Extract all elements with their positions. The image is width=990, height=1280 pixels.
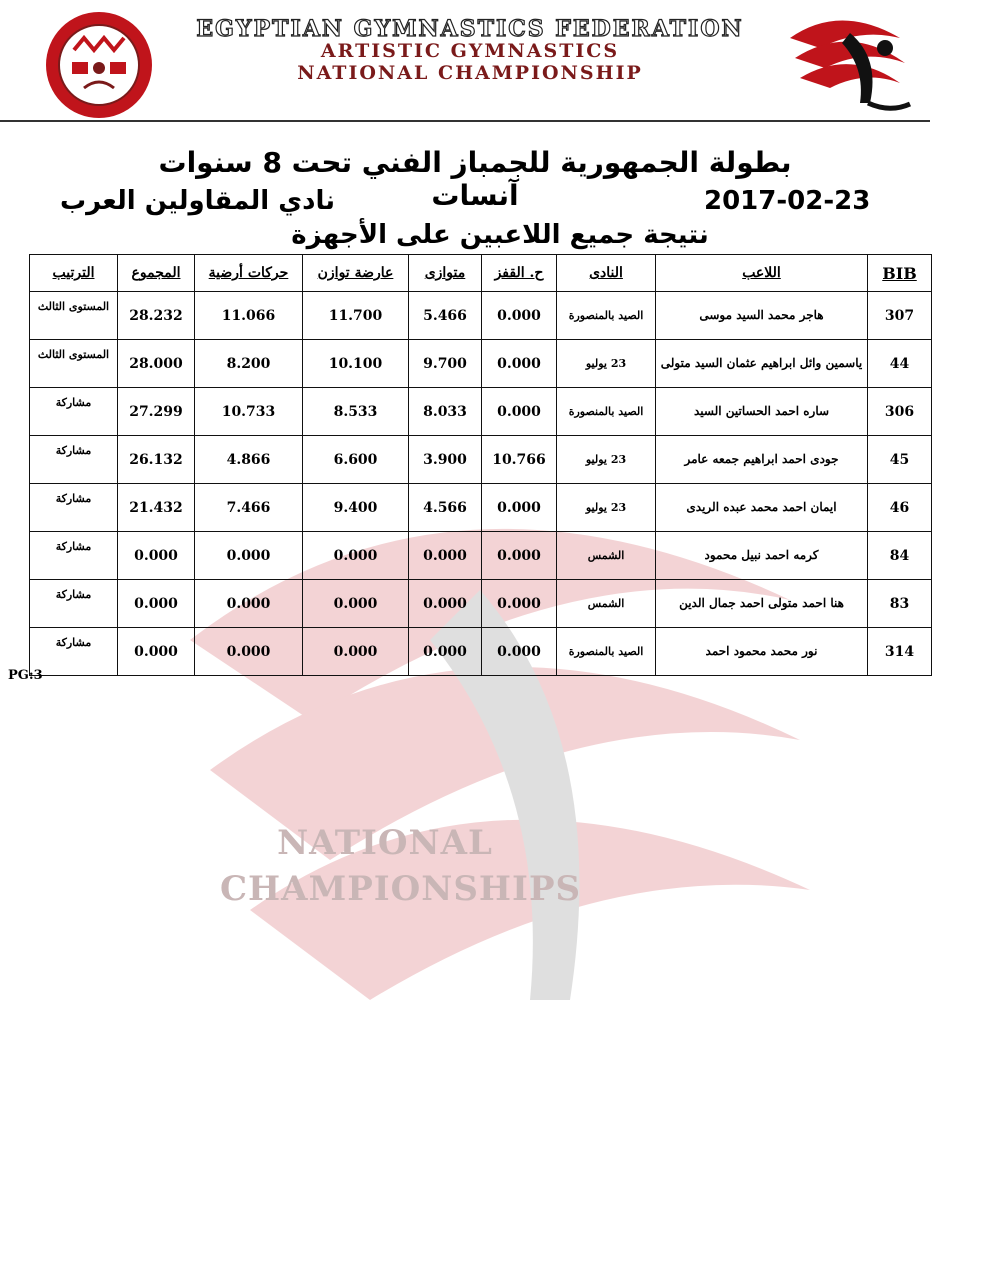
cell-vault: 0.000	[482, 484, 557, 532]
cell-beam: 8.533	[303, 388, 409, 436]
cell-floor: 10.733	[195, 388, 303, 436]
cell-bars: 0.000	[409, 580, 482, 628]
cell-vault: 0.000	[482, 388, 557, 436]
cell-player: ساره احمد الحساتين السيد	[656, 388, 868, 436]
table-header-row	[30, 255, 932, 292]
cell-rank: مشاركة	[30, 628, 118, 676]
table-row	[30, 388, 932, 436]
cell-floor: 7.466	[195, 484, 303, 532]
cell-player: ياسمين وائل ابراهيم عثمان السيد متولى	[656, 340, 868, 388]
cell-floor: 0.000	[195, 532, 303, 580]
table-row	[30, 340, 932, 388]
cell-club: الشمس	[557, 580, 656, 628]
watermark-line2: CHAMPIONSHIPS	[220, 869, 582, 909]
cell-total: 28.232	[118, 292, 195, 340]
results-table	[29, 254, 932, 676]
cell-player: جودى احمد ابراهيم جمعه عامر	[656, 436, 868, 484]
header-player: اللاعب	[656, 255, 868, 292]
cell-total: 0.000	[118, 580, 195, 628]
header-federation-name: EGYPTIAN GYMNASTICS FEDERATION	[196, 16, 744, 42]
cell-club: الصيد بالمنصورة	[557, 292, 656, 340]
table-row	[30, 436, 932, 484]
cell-vault: 0.000	[482, 292, 557, 340]
cell-beam: 0.000	[303, 532, 409, 580]
cell-floor: 8.200	[195, 340, 303, 388]
header-divider	[0, 120, 930, 122]
cell-beam: 0.000	[303, 580, 409, 628]
cell-player: هنا احمد متولى احمد جمال الدين	[656, 580, 868, 628]
results-subtitle: نتيجة جميع اللاعبين على الأجهزة	[291, 220, 709, 250]
cell-club: 23 يوليو	[557, 436, 656, 484]
cell-floor: 11.066	[195, 292, 303, 340]
cell-bars: 0.000	[409, 532, 482, 580]
cell-bib: 46	[868, 484, 932, 532]
cell-bars: 8.033	[409, 388, 482, 436]
cell-floor: 0.000	[195, 628, 303, 676]
host-club: نادي المقاولين العرب	[60, 186, 335, 216]
cell-bars: 5.466	[409, 292, 482, 340]
cell-total: 27.299	[118, 388, 195, 436]
table-row	[30, 292, 932, 340]
cell-total: 0.000	[118, 532, 195, 580]
cell-player: كرمه احمد نبيل محمود	[656, 532, 868, 580]
cell-bib: 84	[868, 532, 932, 580]
header-event: NATIONAL CHAMPIONSHIP	[297, 62, 643, 84]
cell-rank: مشاركة	[30, 532, 118, 580]
cell-beam: 10.100	[303, 340, 409, 388]
cell-bars: 0.000	[409, 628, 482, 676]
cell-total: 26.132	[118, 436, 195, 484]
cell-bib: 314	[868, 628, 932, 676]
table-row	[30, 484, 932, 532]
header-floor: حركات أرضية	[195, 255, 303, 292]
cell-player: هاجر محمد السيد موسى	[656, 292, 868, 340]
cell-rank: مشاركة	[30, 484, 118, 532]
cell-floor: 4.866	[195, 436, 303, 484]
watermark-text	[220, 820, 582, 912]
cell-club: 23 يوليو	[557, 340, 656, 388]
table-row	[30, 580, 932, 628]
cell-bars: 4.566	[409, 484, 482, 532]
cell-floor: 0.000	[195, 580, 303, 628]
cell-beam: 11.700	[303, 292, 409, 340]
header-discipline: ARTISTIC GYMNASTICS	[320, 40, 620, 62]
cell-rank: مشاركة	[30, 436, 118, 484]
cell-rank: مشاركة	[30, 580, 118, 628]
cell-club: 23 يوليو	[557, 484, 656, 532]
cell-bib: 44	[868, 340, 932, 388]
header-beam: عارضة توازن	[303, 255, 409, 292]
championship-title: بطولة الجمهورية للجمباز الفني تحت 8 سنوات آنسات	[158, 146, 792, 212]
cell-total: 21.432	[118, 484, 195, 532]
cell-club: الشمس	[557, 532, 656, 580]
cell-club: الصيد بالمنصورة	[557, 388, 656, 436]
page-number: PG:3	[8, 668, 43, 683]
header-club: النادى	[557, 255, 656, 292]
header-titles	[160, 18, 780, 84]
cell-club: الصيد بالمنصورة	[557, 628, 656, 676]
cell-bars: 9.700	[409, 340, 482, 388]
cell-total: 0.000	[118, 628, 195, 676]
header-bars: متوازى	[409, 255, 482, 292]
header-vault: ح. القفز	[482, 255, 557, 292]
header-total: المجموع	[118, 255, 195, 292]
cell-player: ايمان احمد محمد عبده الريدى	[656, 484, 868, 532]
table-row	[30, 532, 932, 580]
cell-rank: مشاركة	[30, 388, 118, 436]
cell-total: 28.000	[118, 340, 195, 388]
cell-player: نور محمد محمود احمد	[656, 628, 868, 676]
cell-bib: 306	[868, 388, 932, 436]
watermark-line1: NATIONAL	[277, 823, 493, 863]
table-row	[30, 628, 932, 676]
header-rank: الترتيب	[30, 255, 118, 292]
cell-beam: 6.600	[303, 436, 409, 484]
cell-bars: 3.900	[409, 436, 482, 484]
cell-vault: 10.766	[482, 436, 557, 484]
cell-rank: المستوى الثالث	[30, 292, 118, 340]
cell-rank: المستوى الثالث	[30, 340, 118, 388]
federation-logo	[44, 10, 154, 120]
event-date: 2017-02-23	[704, 186, 871, 216]
cell-vault: 0.000	[482, 580, 557, 628]
cell-beam: 9.400	[303, 484, 409, 532]
cell-bib: 307	[868, 292, 932, 340]
gymnast-emblem	[780, 8, 920, 118]
cell-bib: 83	[868, 580, 932, 628]
cell-vault: 0.000	[482, 532, 557, 580]
cell-beam: 0.000	[303, 628, 409, 676]
cell-vault: 0.000	[482, 340, 557, 388]
cell-vault: 0.000	[482, 628, 557, 676]
cell-bib: 45	[868, 436, 932, 484]
header-bib: BIB	[868, 255, 932, 292]
